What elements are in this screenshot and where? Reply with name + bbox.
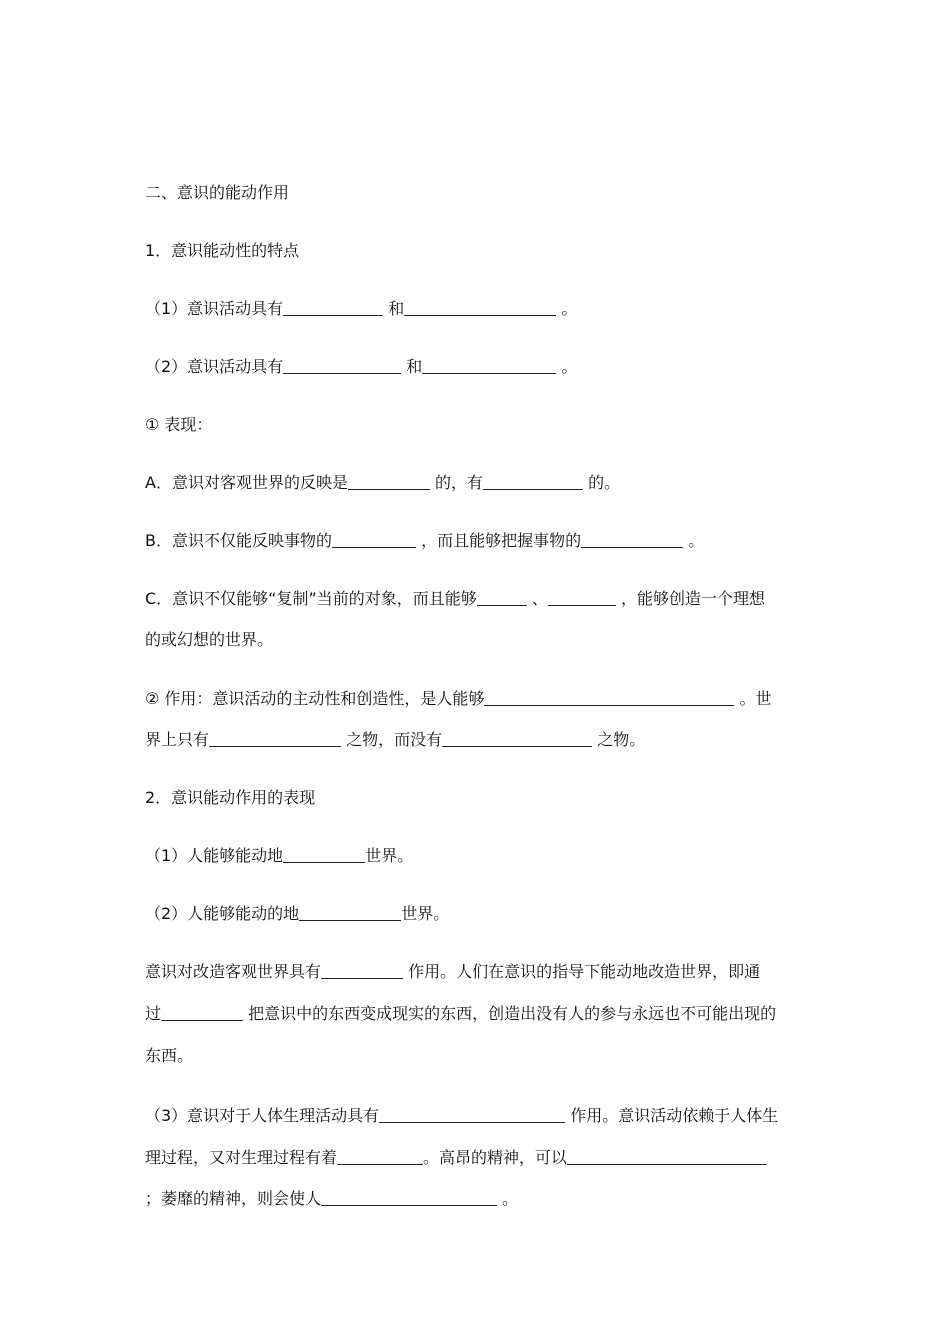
- item-a-text-b: 的，有: [435, 473, 484, 492]
- gaizao-text-c: 过: [145, 1004, 162, 1023]
- item-b-text-a: B．意识不仅能反映事物的: [145, 531, 332, 550]
- gaizao-text-d: 把意识中的东西变成现实的东西，创造出没有人的参与永远也不可能出现的: [248, 1004, 777, 1023]
- fill-blank[interactable]: [332, 531, 416, 548]
- point1-item2: [145, 356, 577, 378]
- fill-blank[interactable]: [442, 730, 592, 747]
- point1-item1-text-c: 。: [561, 299, 578, 318]
- item-c-text-a: C．意识不仅能够“复制”当前的对象，而且能够: [145, 589, 477, 608]
- fill-blank[interactable]: [581, 531, 683, 548]
- point1-title-text: 1．意识能动性的特点: [145, 241, 300, 260]
- point2-item2: [145, 903, 449, 925]
- biaoxian-text: ① 表现：: [145, 415, 213, 434]
- point1-item2-text-a: （2）意识活动具有: [145, 357, 284, 376]
- fill-blank[interactable]: [548, 589, 616, 606]
- point1-item1-text-b: 和: [388, 299, 405, 318]
- point2-item2-text-b: 世界。: [401, 904, 450, 923]
- fill-blank[interactable]: [321, 1189, 497, 1206]
- fill-blank[interactable]: [283, 357, 401, 374]
- point2-item3-text-f: 。: [502, 1189, 519, 1208]
- point2-item1: [145, 845, 413, 867]
- item-c-text-d: 的或幻想的世界。: [145, 630, 274, 649]
- fill-blank[interactable]: [299, 904, 401, 921]
- gaizao-line1: [145, 961, 760, 983]
- fill-blank[interactable]: [209, 730, 341, 747]
- section-title: [145, 182, 289, 204]
- fill-blank[interactable]: [321, 962, 403, 979]
- zuoyong-text-d: 之物，而没有: [346, 730, 443, 749]
- zuoyong-line2: [145, 729, 645, 751]
- point2-item1-text-b: 世界。: [365, 846, 414, 865]
- item-c: [145, 588, 765, 610]
- fill-blank[interactable]: [477, 589, 527, 606]
- point2-item3-text-a: （3）意识对于人体生理活动具有: [145, 1106, 380, 1125]
- item-b-text-c: 。: [688, 531, 705, 550]
- zuoyong-text-e: 之物。: [597, 730, 646, 749]
- fill-blank[interactable]: [483, 473, 583, 490]
- zuoyong-text-c: 界上只有: [145, 730, 210, 749]
- section-title-text: 二、意识的能动作用: [145, 183, 290, 202]
- zuoyong-line1: [145, 688, 772, 710]
- fill-blank[interactable]: [283, 846, 365, 863]
- fill-blank[interactable]: [161, 1004, 243, 1021]
- gaizao-text-e: 东西。: [145, 1046, 194, 1065]
- fill-blank[interactable]: [348, 473, 430, 490]
- gaizao-text-a: 意识对改造客观世界具有: [145, 962, 322, 981]
- point2-title-text: 2．意识能动作用的表现: [145, 788, 316, 807]
- fill-blank[interactable]: [379, 1106, 565, 1123]
- point1-item1: [145, 298, 577, 320]
- point1-item2-text-b: 和: [406, 357, 423, 376]
- fill-blank[interactable]: [567, 1148, 767, 1165]
- biaoxian-heading: [145, 414, 212, 436]
- item-b-text-b: ，而且能够把握事物的: [421, 531, 582, 550]
- fill-blank[interactable]: [422, 357, 556, 374]
- gaizao-line3: [145, 1045, 193, 1067]
- item-a-text-a: A．意识对客观世界的反映是: [145, 473, 348, 492]
- item-a: [145, 472, 620, 494]
- point2-item3-text-c: 理过程，又对生理过程有着: [145, 1148, 338, 1167]
- fill-blank[interactable]: [283, 299, 383, 316]
- item-b: [145, 530, 704, 552]
- point2-item3-text-b: 作用。意识活动依赖于人体生: [570, 1106, 779, 1125]
- zuoyong-text-a: ② 作用：意识活动的主动性和创造性，是人能够: [145, 689, 485, 708]
- point2-item3-text-e: ；萎靡的精神，则会使人: [145, 1189, 322, 1208]
- item-a-text-c: 的。: [588, 473, 621, 492]
- point2-item1-text-a: （1）人能够能动地: [145, 846, 284, 865]
- item-c-text-b: 、: [531, 589, 548, 608]
- item-c-text-c: ，能够创造一个理想: [620, 589, 765, 608]
- fill-blank[interactable]: [404, 299, 556, 316]
- item-c-continued: [145, 629, 273, 651]
- point2-item3-line2: [145, 1147, 767, 1169]
- point2-title: [145, 787, 315, 809]
- fill-blank[interactable]: [337, 1148, 423, 1165]
- zuoyong-text-b: 。世: [739, 689, 772, 708]
- point1-item1-text-a: （1）意识活动具有: [145, 299, 284, 318]
- point1-item2-text-c: 。: [561, 357, 578, 376]
- point2-item3-line1: [145, 1105, 778, 1127]
- point2-item3-line3: [145, 1188, 518, 1210]
- point2-item3-text-d: 。高昂的精神，可以: [423, 1148, 568, 1167]
- gaizao-text-b: 作用。人们在意识的指导下能动地改造世界，即通: [408, 962, 761, 981]
- fill-blank[interactable]: [484, 689, 734, 706]
- point2-item2-text-a: （2）人能够能动的地: [145, 904, 300, 923]
- point1-title: [145, 240, 299, 262]
- gaizao-line2: [145, 1003, 776, 1025]
